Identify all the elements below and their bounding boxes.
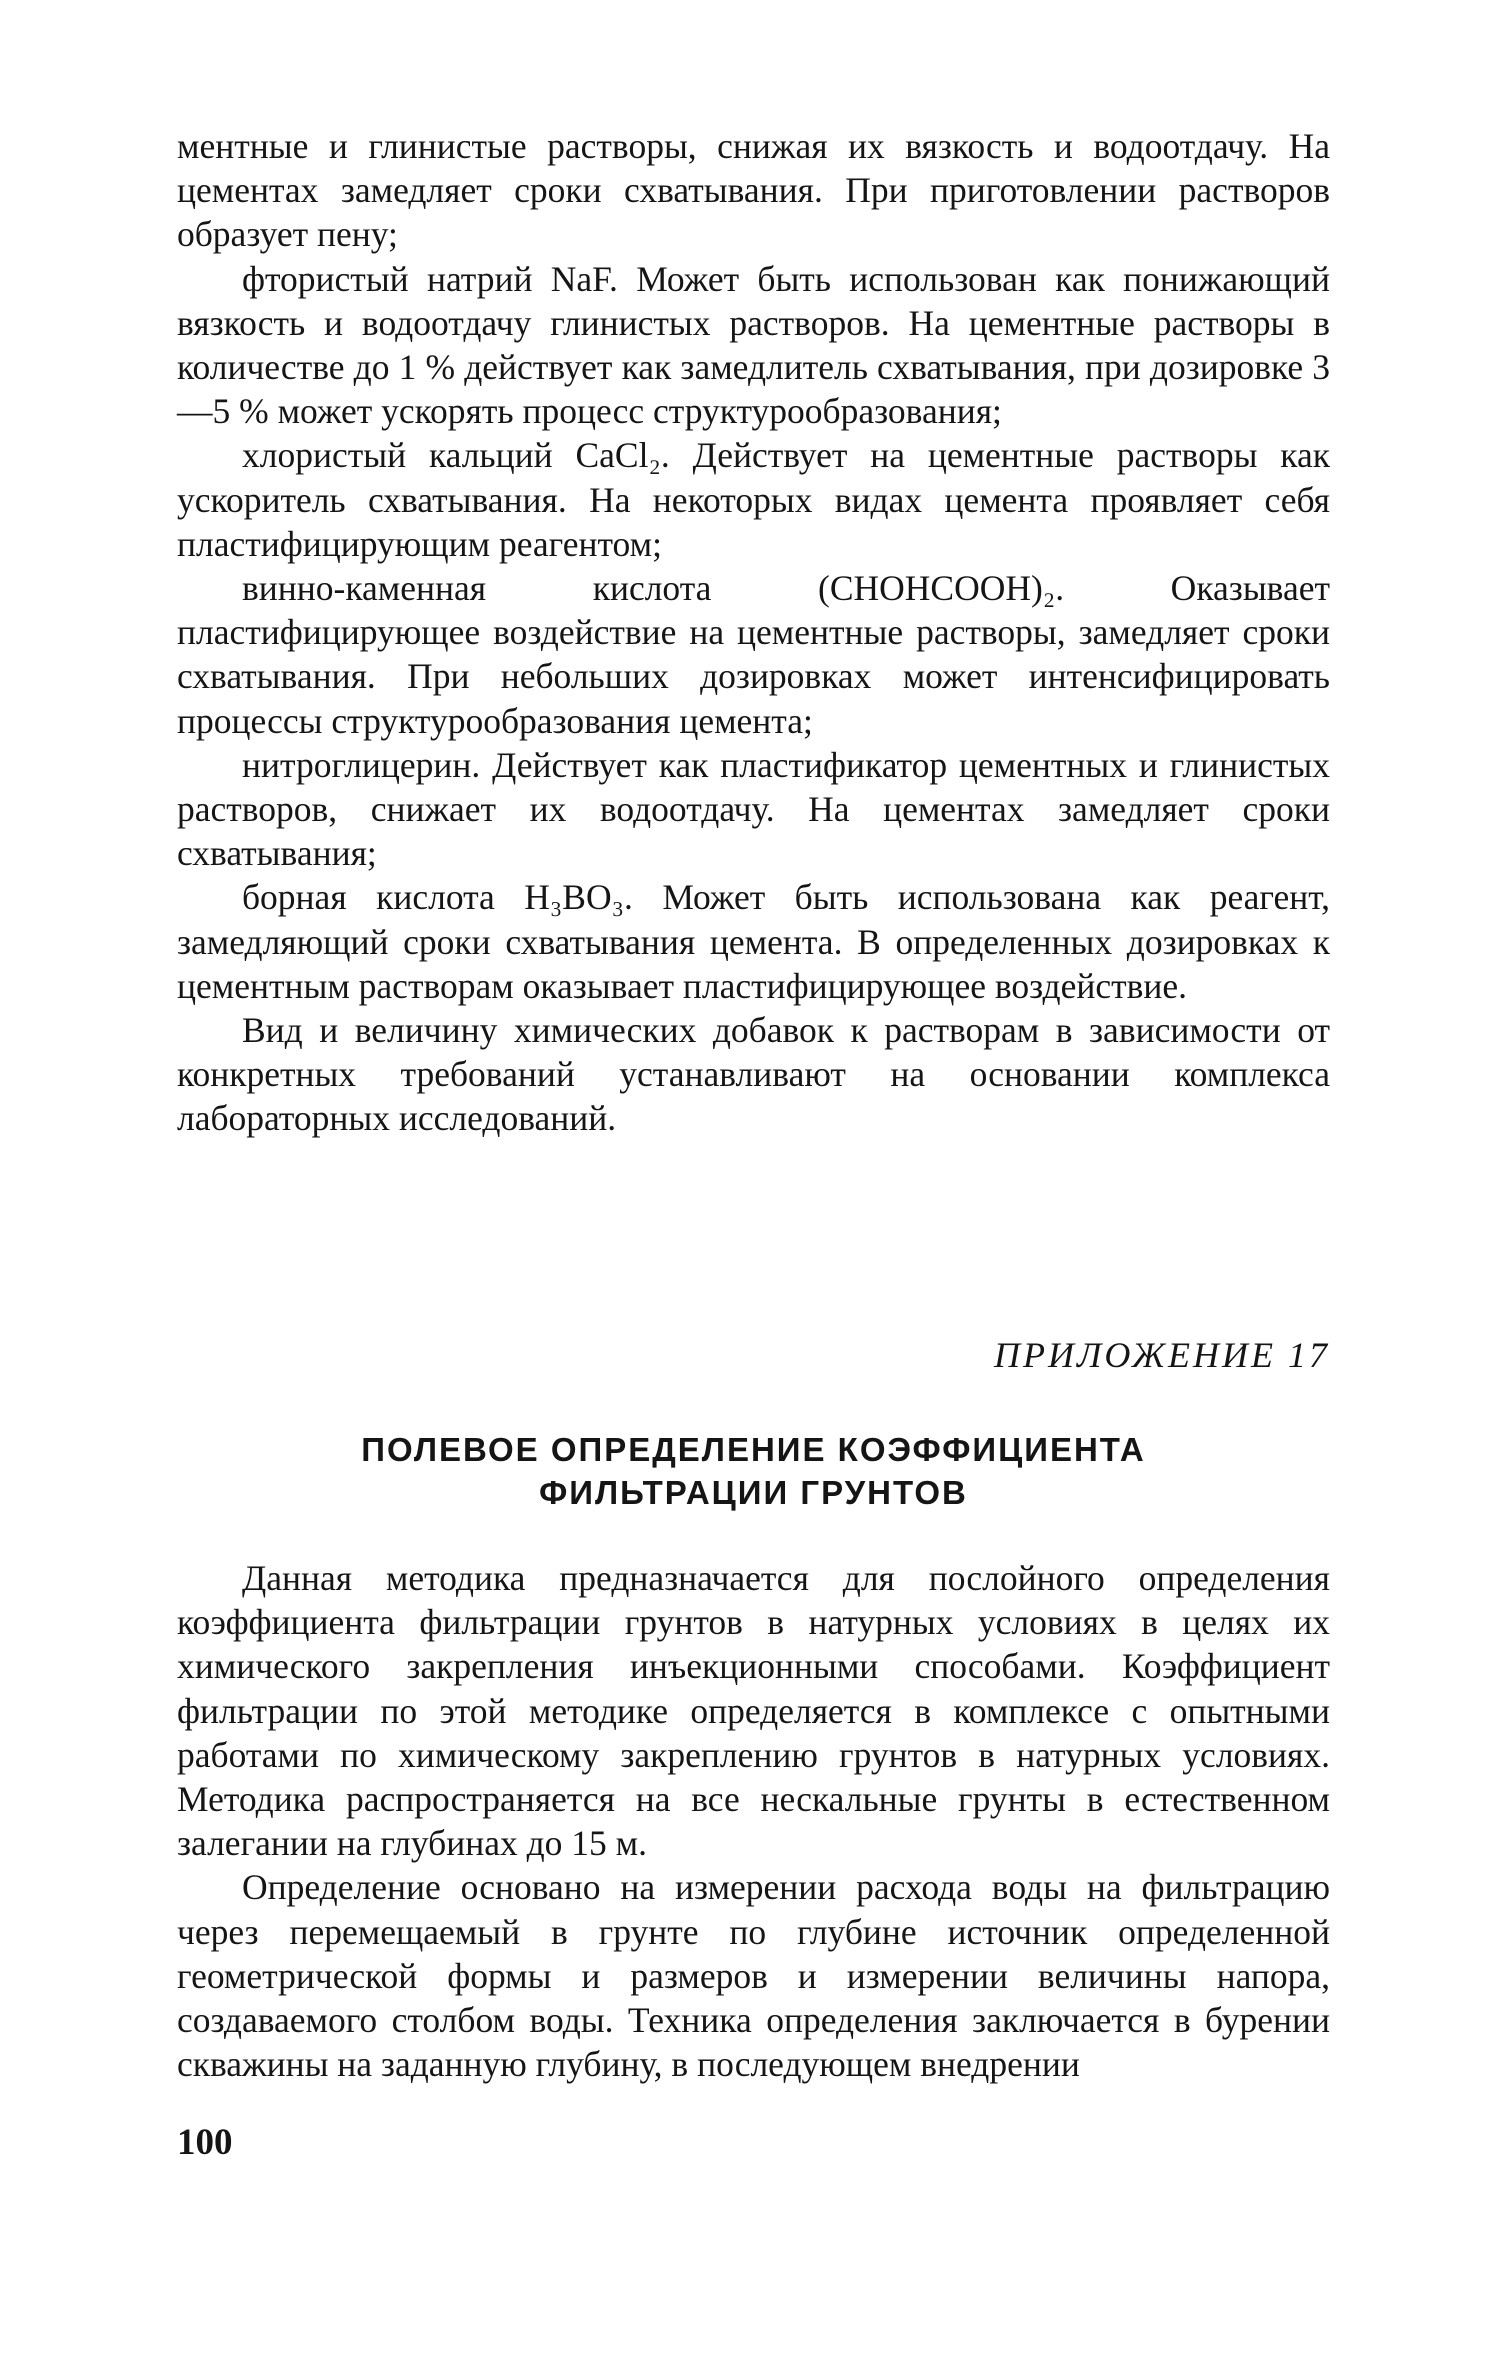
page-number: 100 (177, 2122, 233, 2163)
section-title-line-2: ФИЛЬТРАЦИИ ГРУНТОВ (539, 1474, 968, 1511)
paragraph-continuation: ментные и глинистые растворы, снижая их вязкость и водоотдачу. На цементах замедляет сроки схватывания. При приготовлении растворов образует пену; (177, 126, 1330, 255)
paragraph-boric-acid: борная кислота H₃BO₃. Может быть использована как реагент, замедляющий сроки схватывания цемента. В определенных дозировках к цементным растворам оказывает пластифицирующее воздействие. (177, 877, 1330, 1006)
paragraph-nitroglycerin: нитроглицерин. Действует как пластификатор цементных и глинистых растворов, снижает их водоотдачу. На цементах замедляет сроки схватывания; (177, 744, 1330, 874)
paragraph-tartaric-acid: винно-каменная кислота (CHOHCOOH)₂. Оказывает пластифицирующее воздействие на цементные растворы, замедляет сроки схватывания. При небольших дозировках может интенсифицировать процессы структурообразования цемента; (177, 568, 1330, 741)
bottom-text-section (177, 1556, 1330, 2086)
paragraph-calcium-chloride: хлористый кальций CaCl₂. Действует на цементные растворы как ускоритель схватывания. На некоторых видах цемента проявляет себя пластифицирующим реагентом; (177, 435, 1330, 564)
paragraph-conclusion: Вид и величину химических добавок к растворам в зависимости от конкретных требований устанавливают на основании комплекса лабораторных исследований. (177, 1010, 1330, 1139)
top-text-section (177, 124, 1330, 1141)
section-title-line-1: ПОЛЕВОЕ ОПРЕДЕЛЕНИЕ КОЭФФИЦИЕНТА (361, 1431, 1146, 1468)
paragraph-sodium-fluoride: фтористый натрий NaF. Может быть использован как понижающий вязкость и водоотдачу глинистых растворов. На цементные растворы в количестве до 1 % действует как замедлитель схватывания, при дозировке 3—5 % может ускорять процесс структурообразования; (177, 258, 1330, 432)
paragraph-method-basis: Определение основано на измерении расхода воды на фильтрацию через перемещаемый в грунте по глубине источник определенной геометрической формы и размеров и измерении величины напора, создаваемого столбом воды. Техника определения заключается в бурении скважины на заданную глубину, в последующем внедрении (177, 1867, 1330, 2085)
section-title (177, 1428, 1330, 1514)
paragraph-method-description: Данная методика предназначается для послойного определения коэффициента фильтрации грунтов в натурных условиях в целях их химического закрепления инъекционными способами. Коэффициент фильтрации по этой методике определяется в комплексе с опытными работами по химическому закреплению грунтов в натурных условиях. Методика распространяется на все нескальные грунты в естественном залегании на глубинах до 15 м. (177, 1558, 1330, 1864)
appendix-label: ПРИЛОЖЕНИЕ 17 (994, 1335, 1330, 1375)
